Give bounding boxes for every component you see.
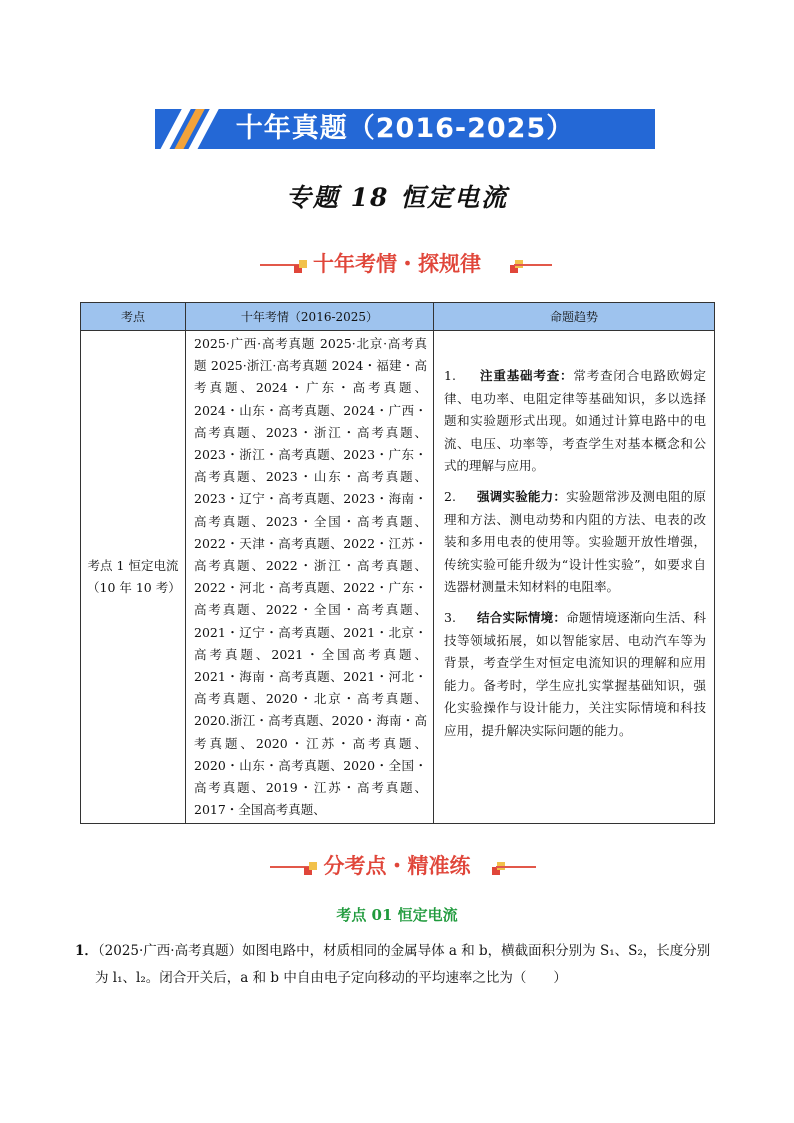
subsection-title: 考点 01 恒定电流 bbox=[336, 906, 458, 924]
trend-item: 2. 强调实验能力：实验题常涉及测电阻的原理和方法、测电动势和内阻的方法、电表的改装和多用电表的使用等。实验题开放性增强，传统实验可能升级为“设计性实验”，如要求自选器材测量未知材料的电阻率。 bbox=[444, 488, 706, 595]
heading-line-right bbox=[514, 264, 552, 266]
exam-table bbox=[80, 302, 715, 824]
point-cell bbox=[81, 331, 186, 824]
banner bbox=[155, 109, 655, 149]
question-number: 1． bbox=[75, 943, 98, 959]
exams-cell: 2025·广西·高考真题 2025·北京·高考真题 2025·浙江·高考真题 2024・福建・高考真题、2024・广东・高考真题、2024・山东・高考真题、2024・广西・高考真题、2023・浙江・高考真题、2023・浙江・高考真题、2023・广东・高考真题、2023・山东・高考真题、2023・辽宁・高考真题、2023・海南・高考真题、2023・全国・高考真题、2022・天津・高考真题、2022・江苏・高考真题、2022・浙江・高考真题、2022・河北・高考真题、2022・广东・高考真题、2022・全国・高考真题、2021・辽宁・高考真题、2021・北京・高考真题、2021・全国高考真题、2021・海南・高考真题、2021・河北・高考真题、2020・北京・高考真题、2020.浙江・高考真题、2020・海南・高考真题、2020・江苏・高考真题、2020・山东・高考真题、2020・全国・高考真题、2019・江苏・高考真题、2017・全国高考真题、 bbox=[186, 331, 434, 824]
trend-item: 1. 注重基础考查：常考查闭合电路欧姆定律、电功率、电阻定律等基础知识，多以选择题和实验题形式出现。如通过计算电路中的电流、电压、功率等，考查学生对基本概念和公式的理解与应用。 bbox=[444, 368, 706, 474]
table-header: 考点 bbox=[81, 303, 186, 331]
point-count: （10 年 10 考） bbox=[87, 580, 181, 596]
heading-line-right bbox=[496, 866, 536, 868]
section-heading bbox=[0, 849, 794, 883]
table-header: 十年考情（2016-2025） bbox=[186, 303, 434, 331]
table-header: 命题趋势 bbox=[434, 303, 715, 331]
question-text: （2025·广西·高考真题）如图电路中，材质相同的金属导体 a 和 b，横截面积分别为 S₁、S₂，长度分别 bbox=[97, 943, 711, 959]
topic-title: 专题 18 恒定电流 bbox=[285, 183, 509, 212]
section-heading bbox=[0, 247, 794, 281]
question-line bbox=[75, 938, 725, 965]
table-row bbox=[81, 331, 715, 824]
trends-cell bbox=[434, 331, 715, 824]
table-header-row bbox=[81, 303, 715, 331]
section-title: 分考点・精准练 bbox=[323, 854, 471, 878]
section-title: 十年考情・探规律 bbox=[313, 252, 481, 276]
question bbox=[75, 938, 725, 992]
point-name: 考点 1 恒定电流 bbox=[87, 558, 179, 574]
question-line: 为 l₁、l₂。闭合开关后，a 和 b 中自由电子定向移动的平均速率之比为（ ） bbox=[95, 970, 567, 986]
trend-item: 3. 结合实际情境：命题情境逐渐向生活、科技等领域拓展，如以智能家居、电动汽车等为背景，考查学生对恒定电流知识的理解和应用能力。备考时，学生应扎实掌握基础知识，强化实验操作与设计能力，关注实际情境和科技应用，提升解决实际问题的能力。 bbox=[444, 609, 706, 738]
banner-title: 十年真题（2016-2025） bbox=[235, 113, 575, 144]
